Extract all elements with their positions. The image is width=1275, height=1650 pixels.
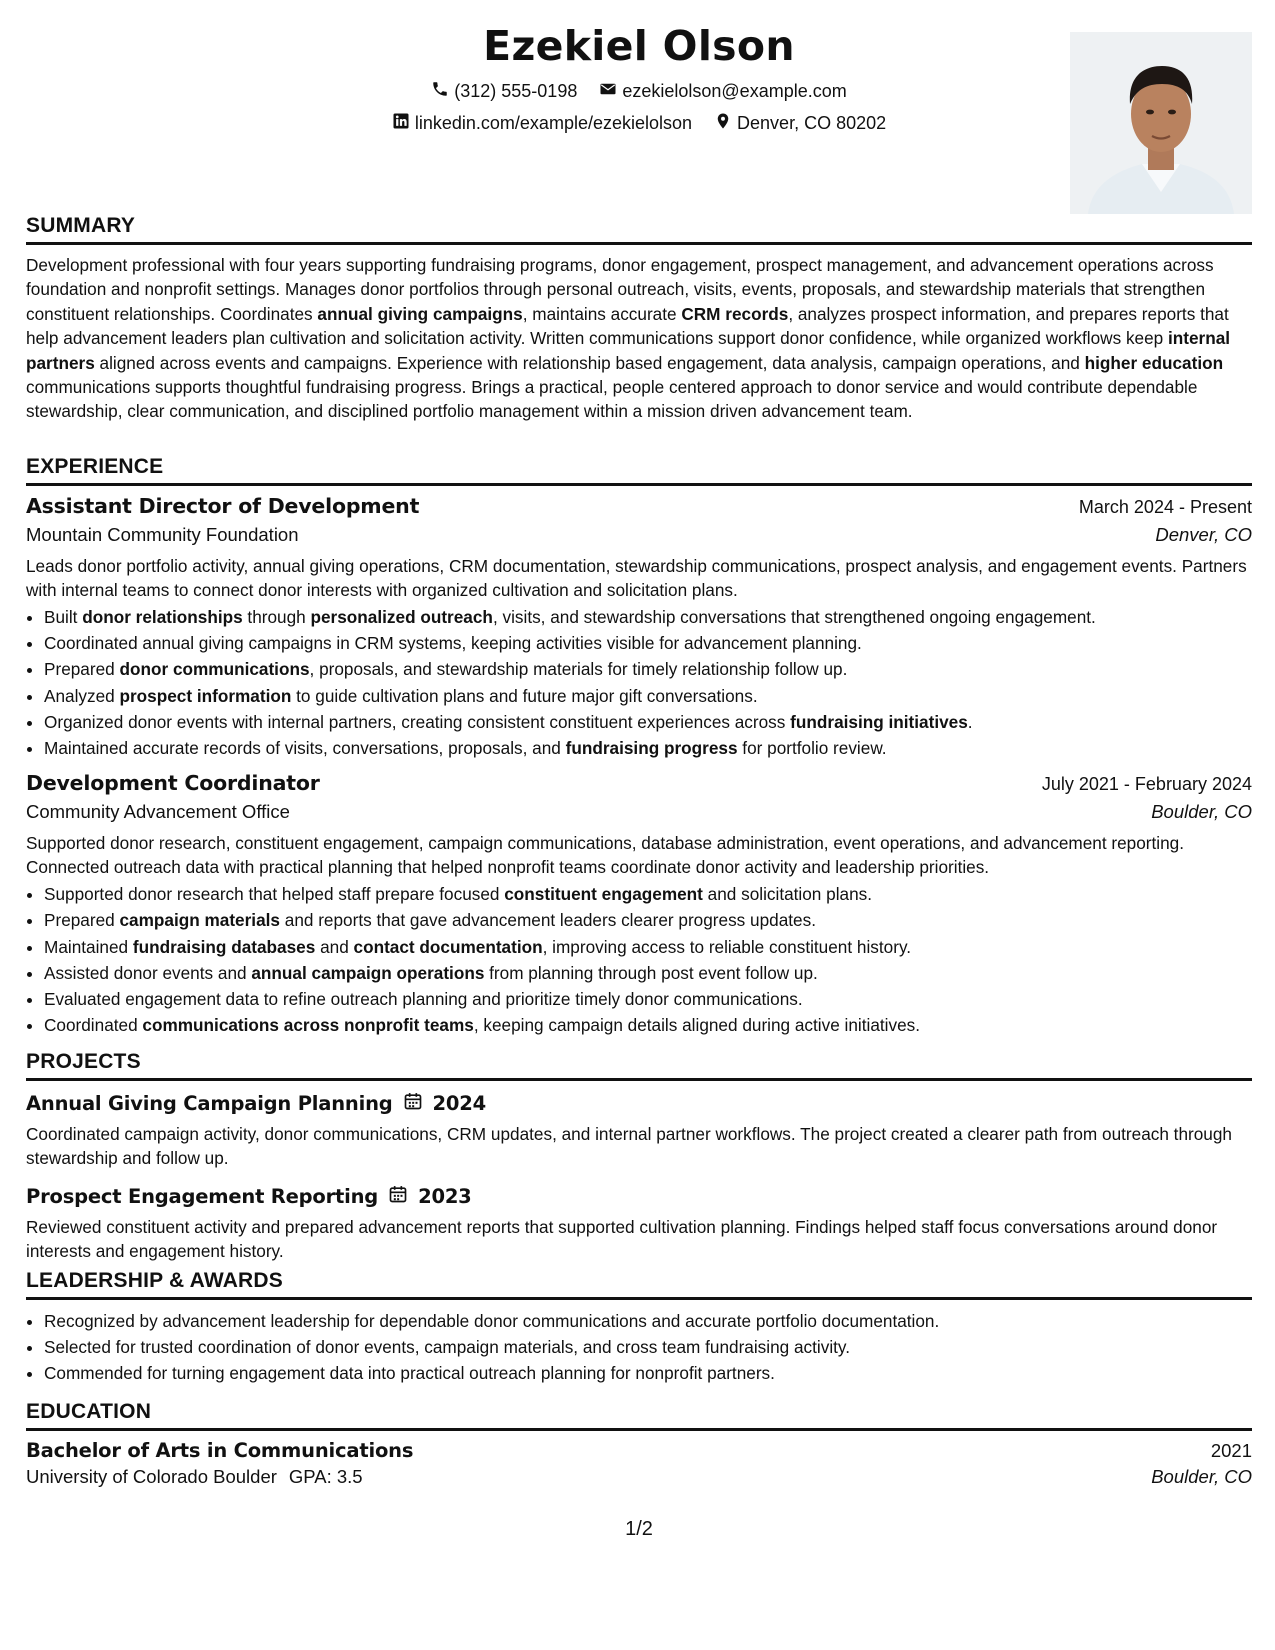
bold-phrase: fundraising progress [565, 738, 738, 759]
text-run: Coordinated [44, 1015, 143, 1036]
linkedin-icon [392, 112, 410, 135]
profile-photo [1070, 32, 1252, 214]
text-run: Coordinated annual giving campaigns in CRM systems, keeping activities visible for advancement planning. [44, 633, 862, 654]
bullet-item [44, 986, 1252, 1012]
job-organization: Community Advancement Office [26, 801, 290, 823]
text-run: , maintains accurate [522, 303, 682, 324]
text-run: Evaluated engagement data to refine outreach planning and prioritize timely donor communications. [44, 989, 803, 1010]
text-run: communications supports thoughtful fundraising progress. Brings a practical, people centered approach to donor service and would contribute dependable stewardship, clear communication, and disciplined portfolio management within a mission driven advancement team. [26, 377, 1198, 422]
job-entry [26, 494, 1252, 761]
summary-heading: SUMMARY [26, 214, 1252, 245]
text-run: , visits, and stewardship conversations that strengthened ongoing engagement. [492, 607, 1096, 627]
job-organization: Mountain Community Foundation [26, 524, 299, 545]
experience-section [26, 455, 1252, 1038]
text-run: Prepared [44, 910, 120, 931]
bold-phrase: donor relationships [82, 607, 243, 627]
text-run: to guide cultivation plans and future major gift conversations. [291, 685, 758, 706]
job-bullets [26, 881, 1252, 1038]
education-section [26, 1400, 1252, 1488]
leadership-list [26, 1308, 1252, 1387]
bold-phrase: campaign materials [119, 910, 280, 931]
education-heading: EDUCATION [26, 1400, 1252, 1431]
school-location: Boulder, CO [1151, 1466, 1252, 1487]
experience-heading: EXPERIENCE [26, 455, 1252, 486]
bold-phrase: annual campaign operations [251, 962, 485, 983]
text-run: Prepared [44, 659, 120, 680]
bullet-item [44, 656, 1252, 682]
bullet-item [44, 907, 1252, 933]
degree: Bachelor of Arts in Communications [26, 1439, 414, 1462]
project-description: Coordinated campaign activity, donor communications, CRM updates, and internal partner workflows. The project created a clearer path from outreach through stewardship and follow up. [26, 1124, 1232, 1168]
job-entry [26, 771, 1252, 1038]
contact-phone [431, 80, 577, 103]
bullet-item [44, 735, 1252, 761]
summary-section [26, 214, 1252, 424]
text-run: for portfolio review. [737, 738, 887, 759]
bold-phrase: prospect information [119, 685, 292, 706]
job-bullets [26, 604, 1252, 761]
bold-phrase: CRM records [681, 303, 789, 324]
text-run: aligned across events and campaigns. Experience with relationship based engagement, data analysis, campaign operations, and [94, 352, 1085, 373]
phone-text: (312) 555-0198 [454, 81, 578, 101]
bold-phrase: donor communications [119, 659, 310, 680]
bold-phrase: higher education [1084, 352, 1224, 373]
leadership-item: • Selected for trusted coordination of donor events, campaign materials, and cross team fundraising activity. [44, 1334, 1252, 1360]
page-number: 1/2 [625, 1518, 653, 1540]
bullet-item [44, 1012, 1252, 1038]
text-run: Development professional with four years supporting fundraising programs, donor engagement, prospect management, and advancement operations across foundation and nonprofit settings. Manages donor portfolios through personal outreach, visits, events, proposals, and stewardship materials that strengthen constituent relationships. Coordinates [26, 255, 1214, 324]
resume-header [26, 0, 1252, 220]
text-run: . [967, 711, 973, 732]
school-name: University of Colorado Boulder [26, 1466, 277, 1487]
contact-email[interactable] [599, 80, 846, 103]
location-text: Denver, CO 80202 [737, 113, 887, 133]
text-run: Organized donor events with internal partners, creating consistent constituent experiences across [44, 711, 791, 732]
job-description: Supported donor research, constituent engagement, campaign communications, database administration, event operations, and advancement reporting. Connected outreach data with practical planning that helped nonprofit teams coordinate donor activity and leadership priorities. [26, 833, 1184, 878]
leadership-item: • Recognized by advancement leadership for dependable donor communications and accurate portfolio documentation. [44, 1308, 1252, 1334]
resume-page [26, 0, 1252, 1650]
text-run: and [315, 936, 354, 957]
text-run: Supported donor research that helped staff prepare focused [44, 884, 505, 905]
project-year: 2023 [418, 1185, 472, 1208]
bold-phrase: annual giving campaigns [317, 303, 523, 324]
project-entry [26, 1184, 1252, 1263]
contact-location [714, 112, 886, 135]
text-run: Analyzed [44, 685, 120, 706]
projects-heading: PROJECTS [26, 1050, 1252, 1081]
bullet-item [44, 934, 1252, 960]
email-link[interactable]: ezekielolson@example.com [622, 81, 847, 101]
text-run: , improving access to reliable constituent history. [542, 936, 912, 957]
project-name: Annual Giving Campaign Planning [26, 1092, 393, 1115]
bold-phrase: fundraising databases [132, 936, 316, 957]
text-run: , proposals, and stewardship materials for timely relationship follow up. [309, 659, 848, 680]
job-location: Denver, CO [1155, 524, 1252, 545]
project-description: Reviewed constituent activity and prepared advancement reports that supported cultivation planning. Findings helped staff focus conversations around donor interests and engagement history. [26, 1217, 1218, 1261]
text-run: , analyzes prospect information, and prepares reports that help advancement leaders plan cultivation and solicitation activity. Written communications support donor confidence, while organized workflows keep [26, 303, 1229, 349]
project-year: 2024 [432, 1092, 487, 1115]
bullet-item [44, 960, 1252, 986]
bold-phrase: communications across nonprofit teams [142, 1015, 474, 1036]
text-run: Built [44, 607, 83, 627]
bold-phrase: constituent engagement [504, 884, 703, 905]
project-entry [26, 1091, 1252, 1170]
graduation-year: 2021 [1210, 1440, 1252, 1461]
job-dates: March 2024 - Present [1078, 497, 1252, 517]
summary-text [26, 253, 1252, 424]
gpa: GPA: 3.5 [288, 1466, 363, 1487]
text-run: Maintained [44, 936, 133, 957]
job-dates: July 2021 - February 2024 [1041, 774, 1252, 795]
bullet-item [44, 683, 1252, 709]
leadership-section [26, 1269, 1252, 1387]
contact-line-1 [26, 80, 1252, 103]
text-run: and solicitation plans. [702, 884, 873, 905]
map-pin-icon [714, 112, 732, 135]
contact-linkedin[interactable] [392, 112, 692, 135]
job-description: Leads donor portfolio activity, annual giving operations, CRM documentation, stewardship communications, prospect analysis, and engagement events. Partners with internal teams to connect donor interests with organized cultivation and solicitation plans. [26, 556, 1247, 600]
job-title: Assistant Director of Development [26, 494, 420, 518]
job-title: Development Coordinator [26, 771, 320, 796]
leadership-heading: LEADERSHIP & AWARDS [26, 1269, 1252, 1300]
projects-section [26, 1050, 1252, 1263]
bold-phrase: contact documentation [353, 936, 543, 957]
candidate-name: Ezekiel Olson [483, 22, 795, 70]
bullet-item [44, 630, 1252, 656]
text-run: Assisted donor events and [44, 962, 252, 983]
text-run: from planning through post event follow up. [484, 962, 818, 983]
phone-icon [431, 80, 449, 103]
bullet-item [44, 604, 1252, 630]
envelope-icon [599, 80, 617, 103]
bold-phrase: personalized outreach [310, 607, 493, 627]
calendar-icon [403, 1091, 423, 1116]
project-name: Prospect Engagement Reporting [26, 1185, 379, 1208]
bullet-item [44, 709, 1252, 735]
text-run: , keeping campaign details aligned during active initiatives. [473, 1015, 921, 1036]
bullet-item [44, 881, 1252, 907]
bold-phrase: fundraising initiatives [790, 711, 968, 732]
calendar-icon [388, 1184, 408, 1209]
contact-line-2 [26, 112, 1252, 135]
job-location: Boulder, CO [1151, 801, 1252, 823]
linkedin-link[interactable]: linkedin.com/example/ezekielolson [414, 113, 693, 133]
text-run: through [242, 607, 311, 627]
text-run: and reports that gave advancement leaders clearer progress updates. [279, 910, 816, 931]
text-run: Maintained accurate records of visits, conversations, proposals, and [44, 738, 566, 759]
bold-phrase: internal partners [26, 328, 1231, 373]
leadership-item: • Commended for turning engagement data into practical outreach planning for nonprofit partners. [44, 1360, 1252, 1386]
